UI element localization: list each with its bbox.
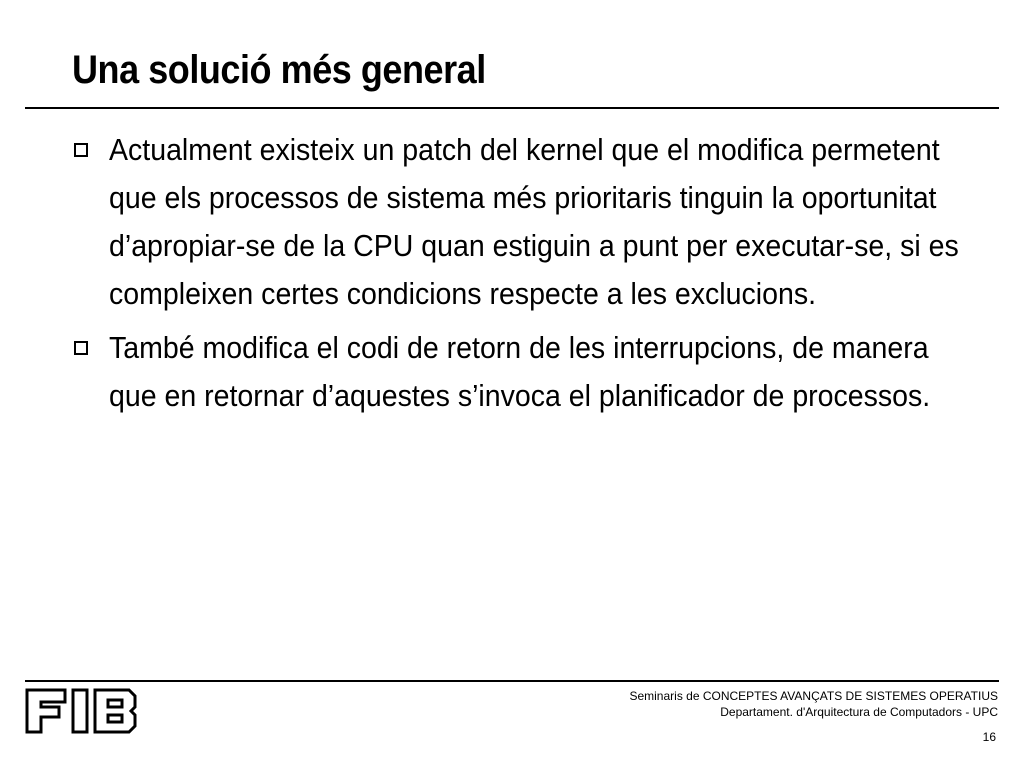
- bullet-text: També modifica el codi de retorn de les interrupcions, de manera que en retornar d’aquestes s’invoca el planificador de processos.: [109, 330, 931, 413]
- bullet-text: Actualment existeix un patch del kernel que el modifica permetent que els processos de sistema més prioritaris tinguin la oportunitat d’apropiar-se de la CPU quan estiguin a punt per executar-se, si es compleixen certes condicions respecte a les exclucions.: [109, 132, 959, 311]
- footer-divider: [25, 680, 999, 682]
- title-divider: [25, 107, 999, 109]
- page-number: 16: [982, 730, 996, 744]
- bullet-item: [72, 324, 1012, 420]
- footer-department: Departament. d'Arquitectura de Computadors - UPC: [720, 705, 998, 719]
- bullet-item: [72, 126, 1012, 318]
- fib-logo: [25, 688, 137, 739]
- slide-title: Una solució més general: [72, 48, 486, 92]
- footer-credits: [629, 688, 998, 720]
- fib-logo-icon: [25, 688, 137, 734]
- square-bullet-icon: [74, 341, 88, 355]
- square-bullet-icon: [74, 143, 88, 157]
- footer-course: Seminaris de CONCEPTES AVANÇATS DE SISTEMES OPERATIUS: [629, 689, 998, 703]
- bullet-list: [72, 126, 1012, 426]
